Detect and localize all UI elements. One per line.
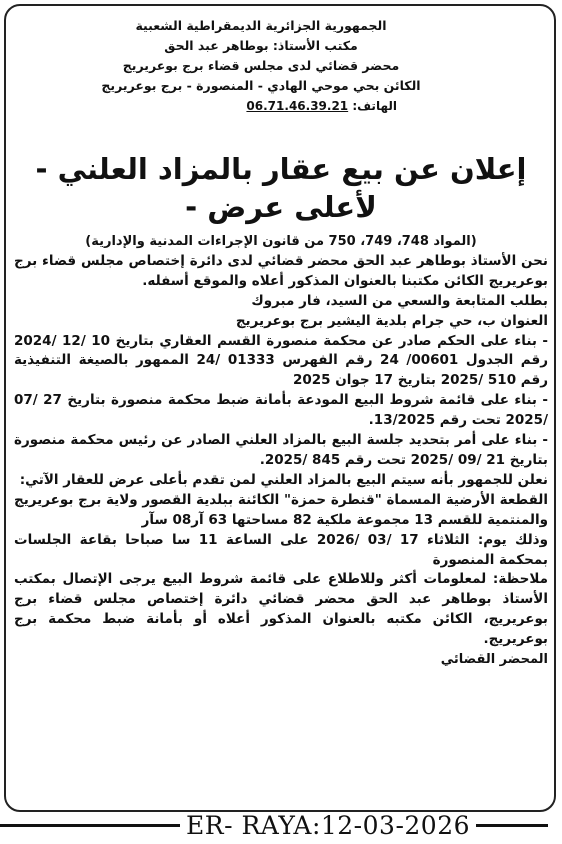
intro-paragraph: نحن الأستاذ بوطاهر عبد الحق محضر قضائي لدى دائرة إختصاص مجلس قضاء برج بوعريريج الكائن مكتبنا بالعنوان المذكور أعلاه والموقع أسفله. <box>14 252 548 289</box>
title-line-1: إعلان عن بيع عقار بالمزاد العلني - <box>35 152 527 186</box>
announcement-body <box>14 232 548 670</box>
auction-schedule: وذلك يوم: الثلاثاء 17 /03 /2026 على الساعة 11 سا صباحا بقاعة الجلسات بمحكمة المنصورة <box>14 531 548 568</box>
header-bailiff: محضر قضائي لدى مجلس قضاء برج بوعريريج <box>122 58 400 73</box>
property-description: القطعة الأرضية المسماة "قنطرة حمزة" الكائنة ببلدية القصور ولاية برج بوعريريج والمنتمية للقسم 13 مجموعة ملكية 82 مساحتها 63 آر08 سآر <box>13 491 548 528</box>
publication-footer <box>0 812 562 838</box>
header-office: مكتب الأستاذ: بوطاهر عبد الحق <box>164 38 358 53</box>
phone-number: 06.71.46.39.21 <box>246 99 349 113</box>
announce-paragraph: نعلن للجمهور بأنه سيتم البيع بالمزاد العلني لمن تقدم بأعلى عرض للعقار الآتي: <box>19 471 548 488</box>
signature-line: المحضر القضائي <box>440 652 548 668</box>
office-header <box>20 16 502 116</box>
footer-rule-right <box>476 824 548 827</box>
announcement-title <box>10 150 552 226</box>
header-phone-row <box>20 96 502 116</box>
judgment-item: - بناء على الحكم صادر عن محكمة منصورة القسم العقاري بتاريخ 10 /12 /2024 رقم الجدول 00601/ 24 رقم الفهرس 01333 /24 الممهور بالصيغة التنفيذية رقم 510 /2025 بتاريخ 17 جوان 2025 <box>14 332 549 389</box>
order-item: - بناء على أمر بتحديد جلسة البيع بالمزاد العلني الصادر عن رئيس محكمة منصورة بتاريخ 21 /09 /2025 تحت رقم 845 /2025. <box>14 432 548 468</box>
requester-line: بطلب المتابعة والسعي من السيد، فار مبروك <box>251 292 548 309</box>
legal-reference: (المواد 748، 749، 750 من قانون الإجراءات المدنية والإدارية) <box>85 234 477 249</box>
title-line-2: لأعلى عرض - <box>185 190 377 224</box>
address-line: العنوان ب، حي جرام بلدية اليشير برج بوعريريج <box>235 312 548 329</box>
conditions-item: - بناء على قائمة شروط البيع المودعة بأمانة ضبط محكمة منصورة بتاريخ 27 /07 /2025 تحت رقم 13/2025. <box>14 392 548 429</box>
footer-rule-left <box>0 824 180 827</box>
header-republic: الجمهورية الجزائرية الديمقراطية الشعبية <box>135 18 387 33</box>
note-paragraph: ملاحظة: لمعلومات أكثر وللاطلاع على قائمة شروط البيع يرجى الإتصال بمكتب الأستاذ بوطاهر عبد الحق محضر قضائي دائرة إختصاص مجلس قضاء برج بوعريريج، الكائن مكتبه بالعنوان المذكور أعلاه أو بأمانة ضبط محكمة برج بوعريريج. <box>14 571 548 648</box>
header-address: الكائن بحي موحي الهادي - المنصورة - برج بوعريريج <box>101 78 421 93</box>
publication-stamp: ER- RAYA:12-03-2026 <box>186 810 471 840</box>
phone-label: الهاتف: <box>352 99 397 113</box>
